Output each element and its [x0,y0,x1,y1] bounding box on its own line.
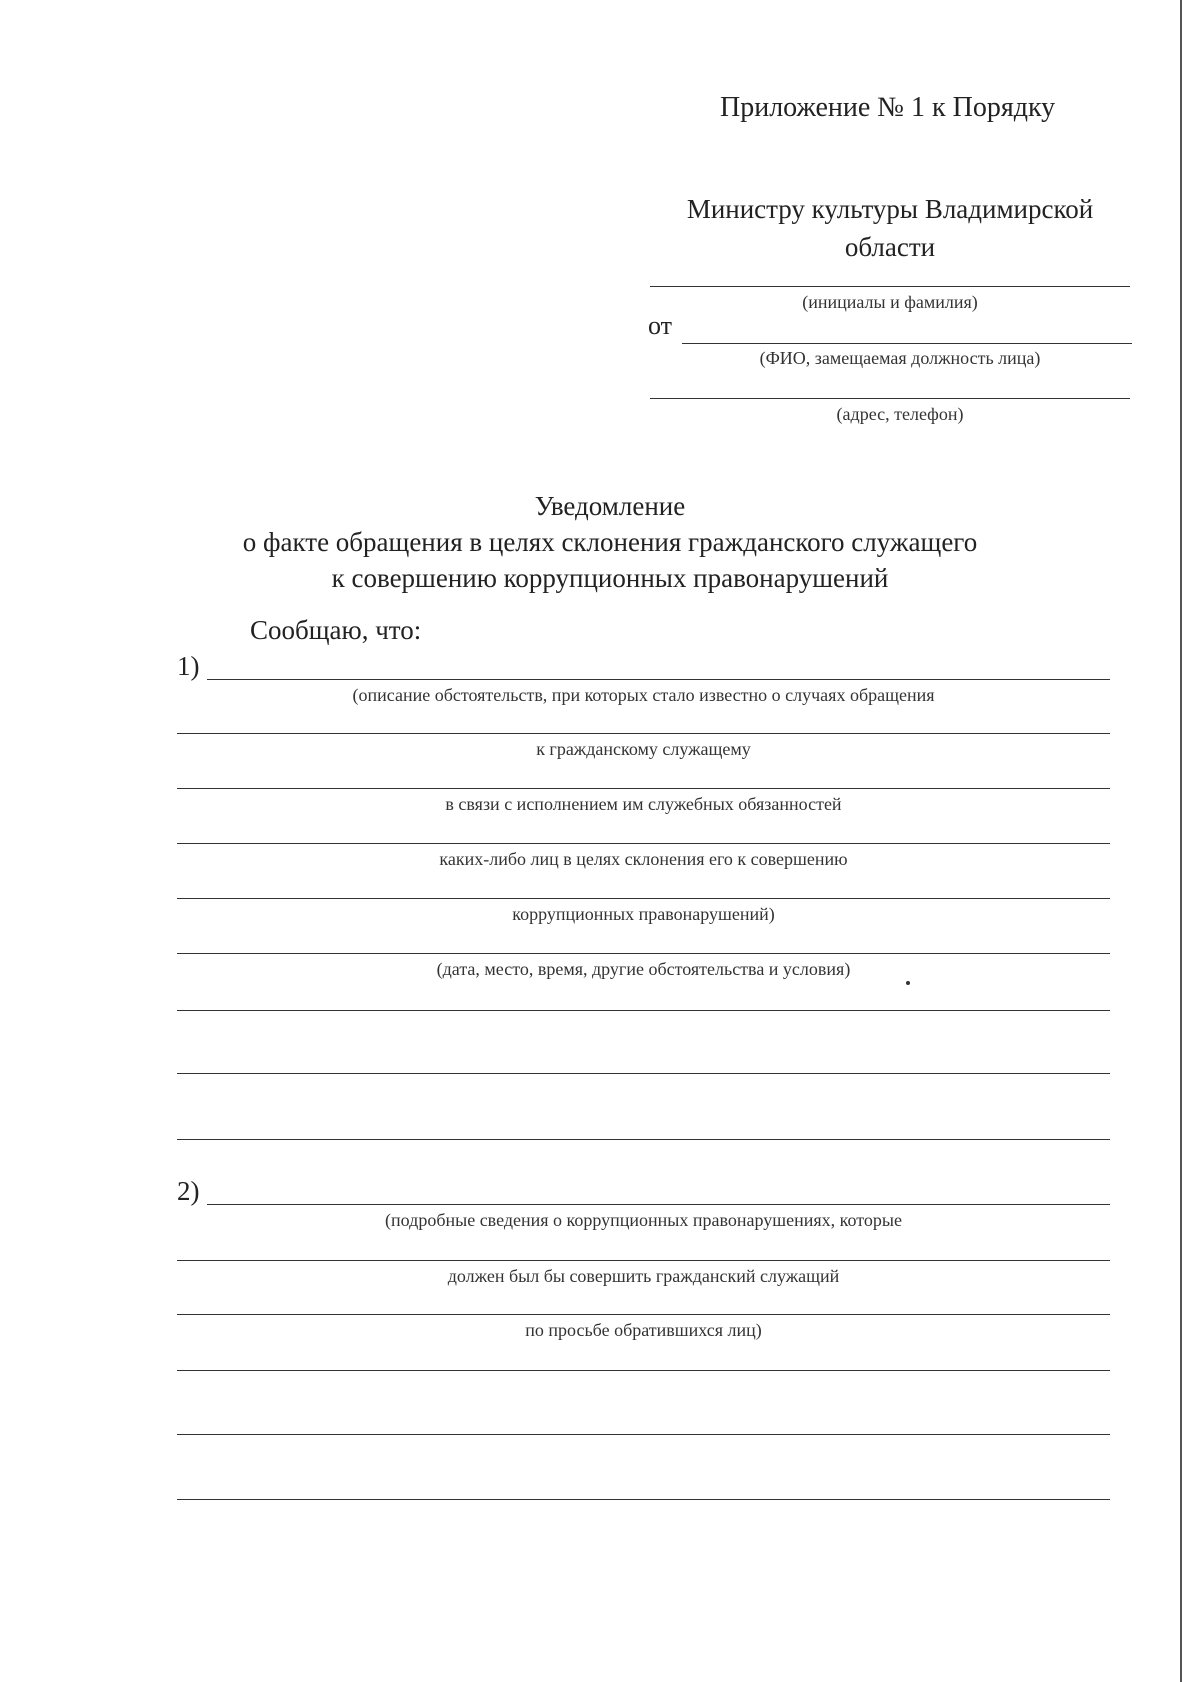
title-line-2: о факте обращения в целях склонения гражданского служащего [242,527,978,557]
report-intro: Сообщаю, что: [250,615,422,645]
item-1-line-4[interactable] [177,843,1110,844]
title-line-3: к совершению коррупционных правонарушений [331,563,889,593]
page-edge-line [1180,0,1182,1682]
initials-caption: (инициалы и фамилия) [802,292,978,312]
item-1-number: 1) [177,651,200,681]
item-1-line-6[interactable] [177,953,1110,954]
item-1-line-8[interactable] [177,1073,1110,1074]
item-2-line-5[interactable] [177,1434,1110,1435]
item-1-caption-4: каких-либо лиц в целях склонения его к совершению [439,849,848,869]
item-2-caption-2: должен был бы совершить гражданский служащий [447,1266,840,1286]
fio-field-line[interactable] [682,343,1132,344]
from-label: от [648,311,673,340]
item-1-caption-6: (дата, место, время, другие обстоятельства и условия) [436,959,851,979]
item-2-number: 2) [177,1176,200,1206]
item-1-caption-2: к гражданскому служащему [536,739,751,759]
item-2-line-1[interactable] [207,1204,1110,1205]
addressee-block [660,190,1120,266]
address-field-line[interactable] [650,398,1130,399]
item-2-caption-1: (подробные сведения о коррупционных правонарушениях, которые [385,1210,902,1230]
item-1-caption-3: в связи с исполнением им служебных обязанностей [445,794,842,814]
item-1-line-7[interactable] [177,1010,1110,1011]
title-line-1: Уведомление [534,491,686,521]
item-2-caption-3: по просьбе обратившихся лиц) [525,1320,762,1340]
item-1-line-5[interactable] [177,898,1110,899]
item-1-caption-1: (описание обстоятельств, при которых стало известно о случаях обращения [352,685,935,705]
item-2-line-4[interactable] [177,1370,1110,1371]
item-2-line-6[interactable] [177,1499,1110,1500]
address-caption: (адрес, телефон) [836,404,964,424]
item-1-line-9[interactable] [177,1139,1110,1140]
initials-field-line[interactable] [650,286,1130,287]
addressee-line-1: Министру культуры Владимирской [686,194,1094,224]
ink-speck [906,981,910,985]
item-2-line-3[interactable] [177,1314,1110,1315]
fio-caption: (ФИО, замещаемая должность лица) [759,348,1041,368]
appendix-heading: Приложение № 1 к Порядку [720,92,1056,123]
item-1-line-1[interactable] [207,679,1110,680]
item-1-caption-5: коррупционных правонарушений) [512,904,775,924]
document-title [180,488,1040,596]
item-1-line-3[interactable] [177,788,1110,789]
item-1-line-2[interactable] [177,733,1110,734]
addressee-line-2: области [844,232,936,262]
item-2-line-2[interactable] [177,1260,1110,1261]
